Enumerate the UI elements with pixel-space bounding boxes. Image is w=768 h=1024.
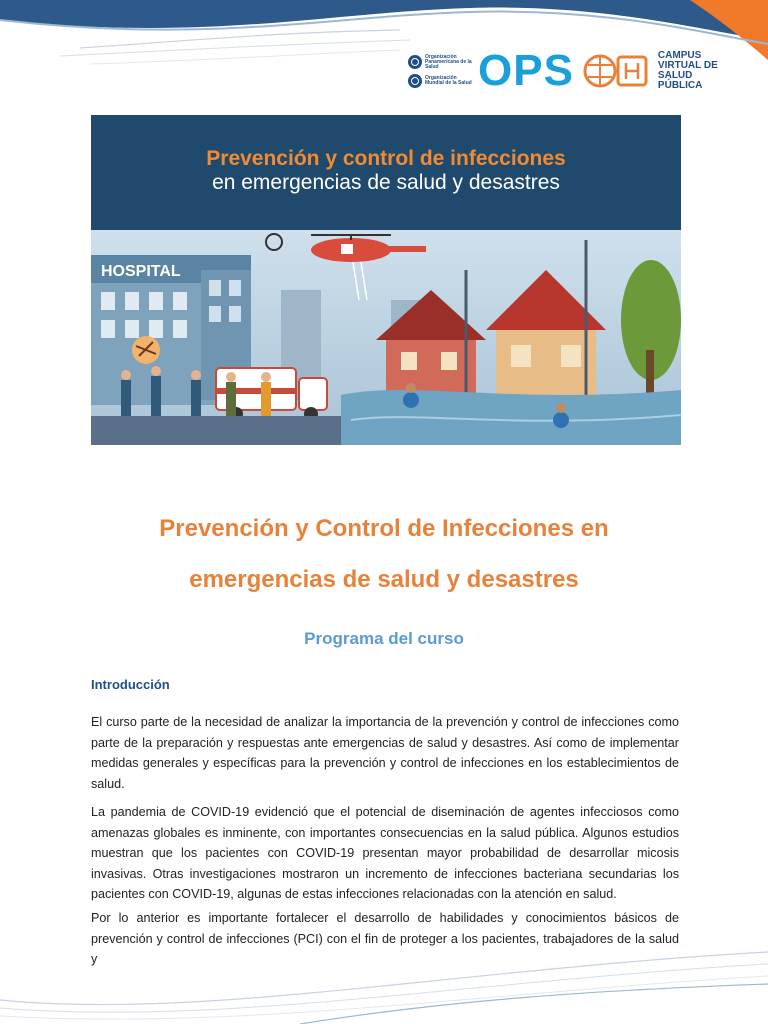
footer-wave xyxy=(0,930,768,1024)
campus-virtual-icon xyxy=(582,51,652,91)
paragraph: La pandemia de COVID-19 evidenció que el potencial de diseminación de agentes infecciosos como amenazas globales es inminente, con importantes consecuencias en la salud pública. Algunos estudios muestran que los pacientes con COVID-19 presentan mayor probabilidad de desarrollar micosis invasivas. Otras investigaciones mostraron un incremento de infecciones bacteriana secundarias los pacientes con COVID-19, algunas de estas infecciones relacionadas con la atención en salud. xyxy=(91,805,679,902)
who-globe-icon xyxy=(408,74,422,88)
section-heading: Introducción xyxy=(91,677,170,692)
org-name-who: Organización Mundial de la Salud xyxy=(425,74,472,86)
org-logos xyxy=(408,55,472,88)
document-title-line1: Prevención y Control de Infecciones en xyxy=(159,515,609,542)
document-title-line2: emergencias de salud y desastres xyxy=(189,566,579,593)
paho-globe-icon xyxy=(408,55,422,69)
org-name-paho: Organización Panamericana de la Salud xyxy=(425,53,472,70)
hospital-sign: HOSPITAL xyxy=(101,263,181,280)
course-banner xyxy=(91,115,681,445)
banner-illustration xyxy=(91,230,681,445)
document-subtitle: Programa del curso xyxy=(304,629,464,648)
ops-logo-text: OPS xyxy=(478,46,574,95)
header-logos xyxy=(408,46,724,96)
campus-virtual-text: CAMPUS VIRTUAL DE SALUD PÚBLICA xyxy=(657,50,718,91)
banner-title-line1: Prevención y control de infecciones xyxy=(206,147,566,170)
paragraph: Por lo anterior es importante fortalecer el desarrollo de habilidades y conocimientos básicos de prevención y control de infecciones (PCI) con el fin de proteger a los pacientes, trabajadores de la salud y xyxy=(91,911,679,967)
banner-title-line2: en emergencias de salud y desastres xyxy=(212,171,560,194)
paragraph: El curso parte de la necesidad de analizar la importancia de la prevención y control de infecciones como parte de la preparación y respuestas ante emergencias de salud y desastres. Así como de implementar medidas generales y específicas para la prevención y control de infecciones en los establecimientos de salud. xyxy=(91,715,679,791)
